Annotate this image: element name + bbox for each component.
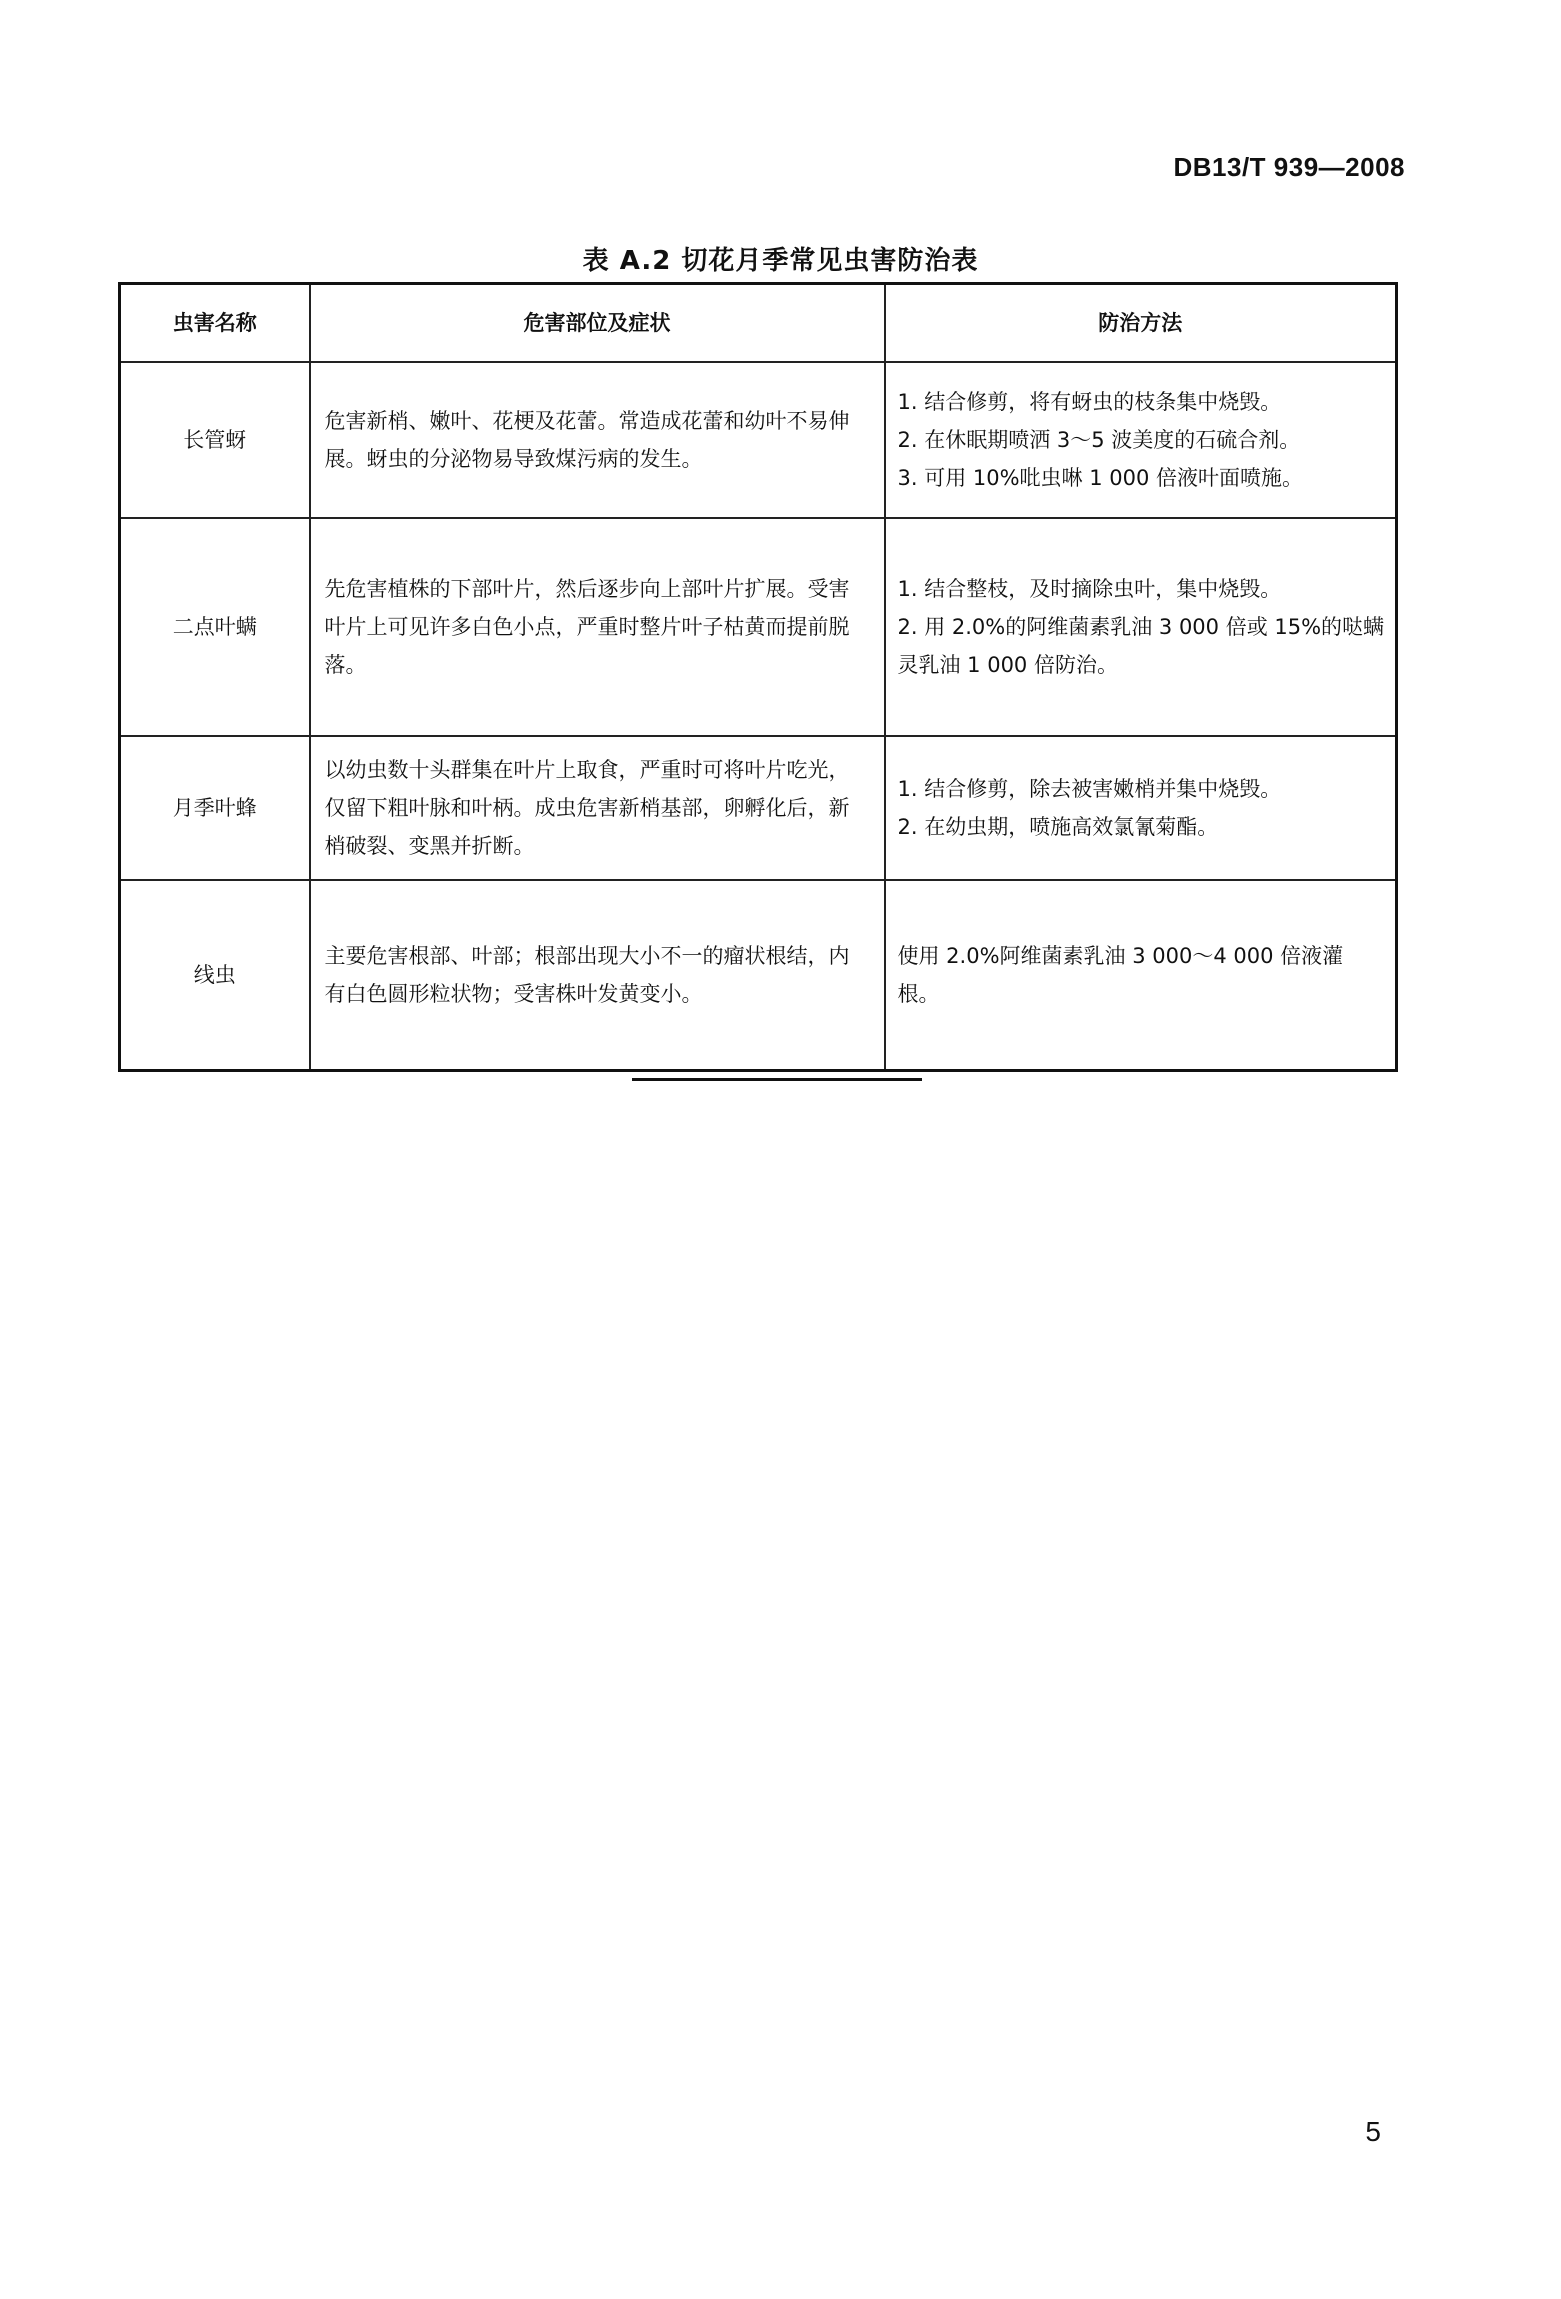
method-cell xyxy=(885,880,1397,1071)
method-line: 2. 在休眠期喷洒 3～5 波美度的石硫合剂。 xyxy=(897,428,1301,452)
table-row xyxy=(120,736,1397,880)
symptom-cell: 先危害植株的下部叶片，然后逐步向上部叶片扩展。受害叶片上可见许多白色小点，严重时整片叶子枯黄而提前脱落。 xyxy=(310,518,885,736)
column-header-control-method: 防治方法 xyxy=(885,284,1397,363)
symptom-cell: 以幼虫数十头群集在叶片上取食，严重时可将叶片吃光，仅留下粗叶脉和叶柄。成虫危害新梢基部，卵孵化后，新梢破裂、变黑并折断。 xyxy=(310,736,885,880)
pest-name-cell: 月季叶蜂 xyxy=(120,736,310,880)
method-line: 1. 结合修剪，除去被害嫩梢并集中烧毁。 xyxy=(897,777,1282,801)
method-line: 3. 可用 10%吡虫啉 1 000 倍液叶面喷施。 xyxy=(897,466,1304,490)
table-row xyxy=(120,518,1397,736)
method-line: 1. 结合修剪，将有蚜虫的枝条集中烧毁。 xyxy=(897,390,1282,414)
column-header-pest-name: 虫害名称 xyxy=(120,284,310,363)
page-number: 5 xyxy=(1365,2116,1381,2147)
method-cell xyxy=(885,736,1397,880)
table-row xyxy=(120,362,1397,518)
document-code: DB13/T 939—2008 xyxy=(1173,152,1405,182)
table-header-row xyxy=(120,284,1397,363)
method-cell xyxy=(885,518,1397,736)
method-cell xyxy=(885,362,1397,518)
pest-name-cell: 二点叶螨 xyxy=(120,518,310,736)
method-line: 2. 在幼虫期，喷施高效氯氰菊酯。 xyxy=(897,815,1219,839)
end-of-document-rule xyxy=(632,1078,922,1081)
method-line: 1. 结合整枝，及时摘除虫叶，集中烧毁。 xyxy=(897,577,1282,601)
symptom-cell: 危害新梢、嫩叶、花梗及花蕾。常造成花蕾和幼叶不易伸展。蚜虫的分泌物易导致煤污病的发生。 xyxy=(310,362,885,518)
table-title: 表 A.2 切花月季常见虫害防治表 xyxy=(582,246,979,276)
method-line: 使用 2.0%阿维菌素乳油 3 000～4 000 倍液灌根。 xyxy=(897,944,1344,1006)
pest-name-cell: 长管蚜 xyxy=(120,362,310,518)
symptom-cell: 主要危害根部、叶部；根部出现大小不一的瘤状根结，内有白色圆形粒状物；受害株叶发黄变小。 xyxy=(310,880,885,1071)
pest-name-cell: 线虫 xyxy=(120,880,310,1071)
pest-control-table xyxy=(118,282,1398,1072)
column-header-symptom: 危害部位及症状 xyxy=(310,284,885,363)
table-row xyxy=(120,880,1397,1071)
method-line: 2. 用 2.0%的阿维菌素乳油 3 000 倍或 15%的哒螨灵乳油 1 000 倍防治。 xyxy=(897,615,1385,677)
